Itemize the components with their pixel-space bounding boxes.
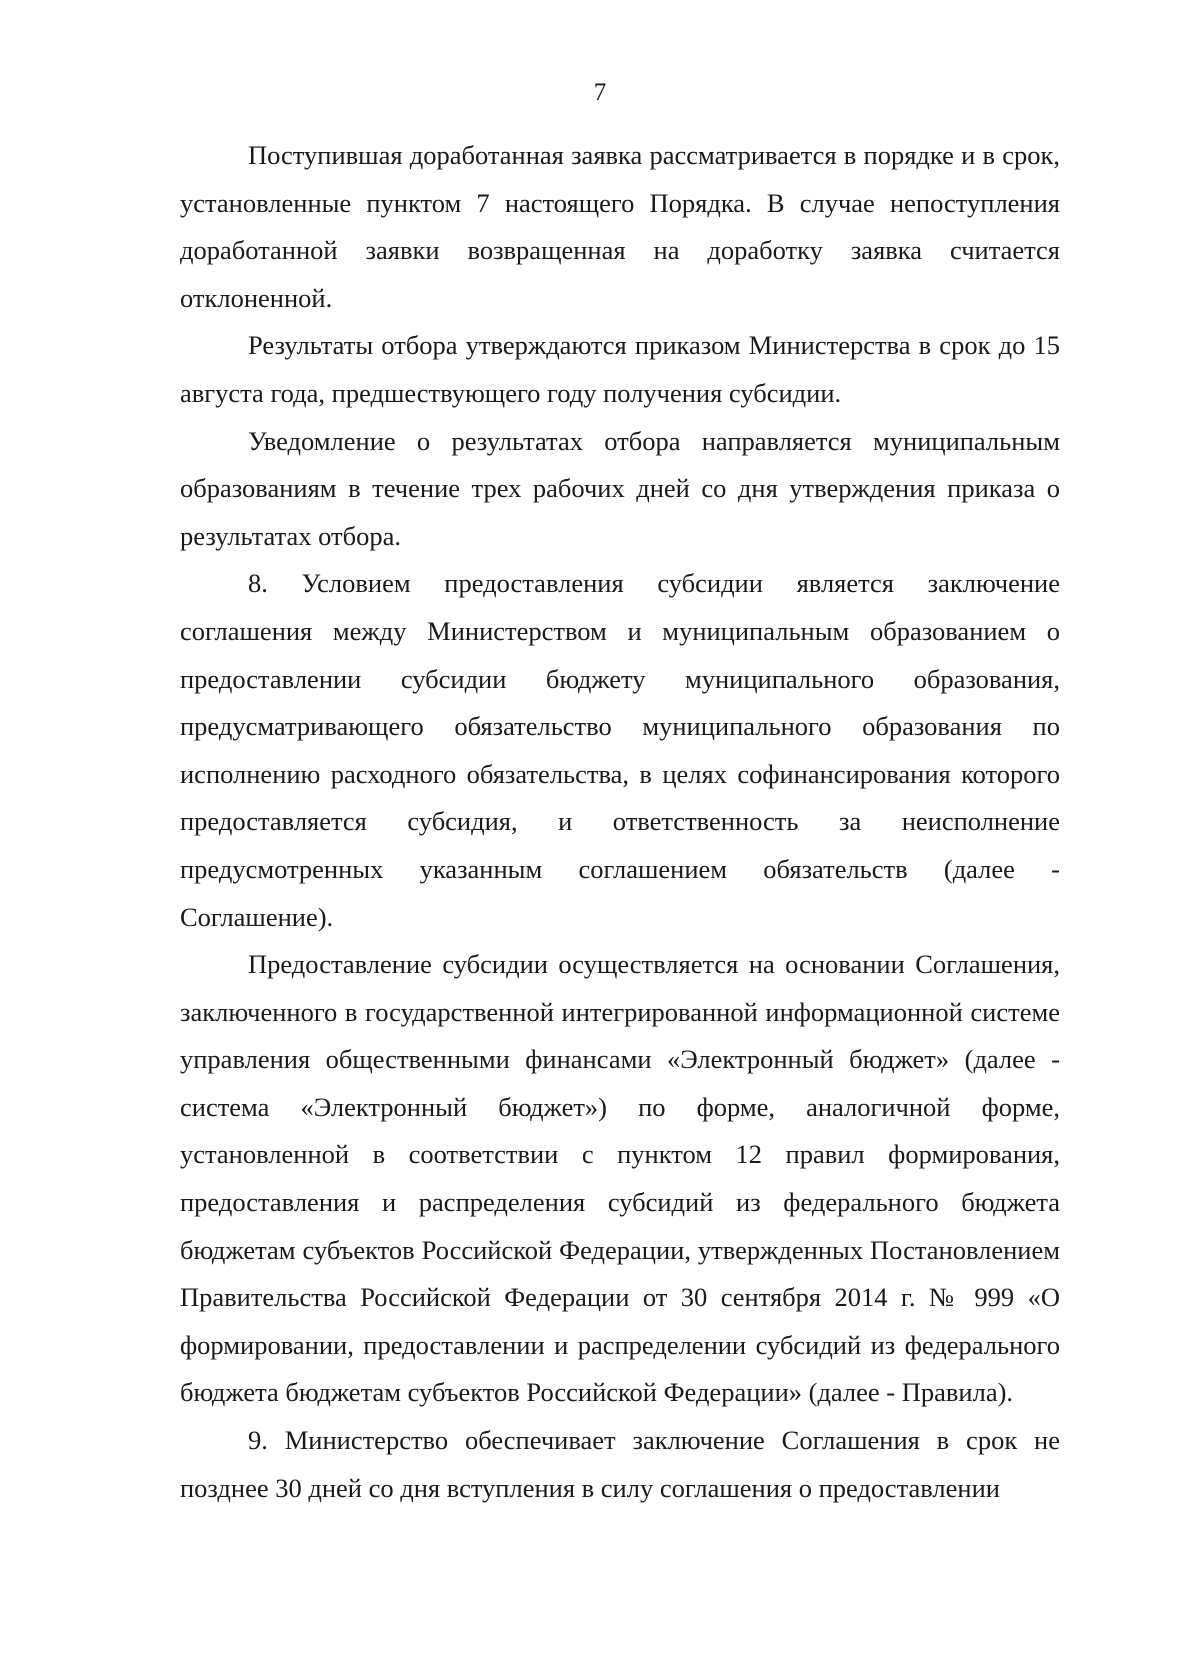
document-body	[180, 132, 1060, 1512]
paragraph-subsidy-basis: Предоставление субсидии осуществляется на основании Соглашения, заключенного в государственной интегрированной информационной системе управления общественными финансами «Электронный бюджет» (далее - система «Электронный бюджет») по форме, аналогичной форме, установленной в соответствии с пунктом 12 правил формирования, предоставления и распределения субсидий из федерального бюджета бюджетам субъектов Российской Федерации, утвержденных Постановлением Правительства Российской Федерации от 30 сентября 2014 г. № 999 «О формировании, предоставлении и распределении субсидий из федерального бюджета бюджетам субъектов Российской Федерации» (далее - Правила).	[180, 949, 1060, 1408]
paragraph-notification: Уведомление о результатах отбора направляется муниципальным образованиям в течение трех рабочих дней со дня утверждения приказа о результатах отбора.	[180, 425, 1060, 551]
paragraph-item-8: 8. Условием предоставления субсидии является заключение соглашения между Министерством и муниципальным образованием о предоставлении субсидии бюджету муниципального образования, предусматривающего обязательство муниципального образования по исполнению расходного обязательства, в целях софинансирования которого предоставляется субсидия, и ответственность за неисполнение предусмотренных указанным соглашением обязательств (далее - Соглашение).	[180, 568, 1060, 932]
paragraph-revised-application: Поступившая доработанная заявка рассматривается в порядке и в срок, установленные пунктом 7 настоящего Порядка. В случае непоступления доработанной заявки возвращенная на доработку заявка считается отклоненной.	[180, 140, 1060, 313]
page-number: 7	[593, 79, 607, 106]
paragraph-selection-results: Результаты отбора утверждаются приказом Министерства в срок до 15 августа года, предшествующего году получения субсидии.	[180, 330, 1060, 408]
paragraph-item-9: 9. Министерство обеспечивает заключение Соглашения в срок не позднее 30 дней со дня вступления в силу соглашения о предоставлении	[180, 1425, 1060, 1503]
